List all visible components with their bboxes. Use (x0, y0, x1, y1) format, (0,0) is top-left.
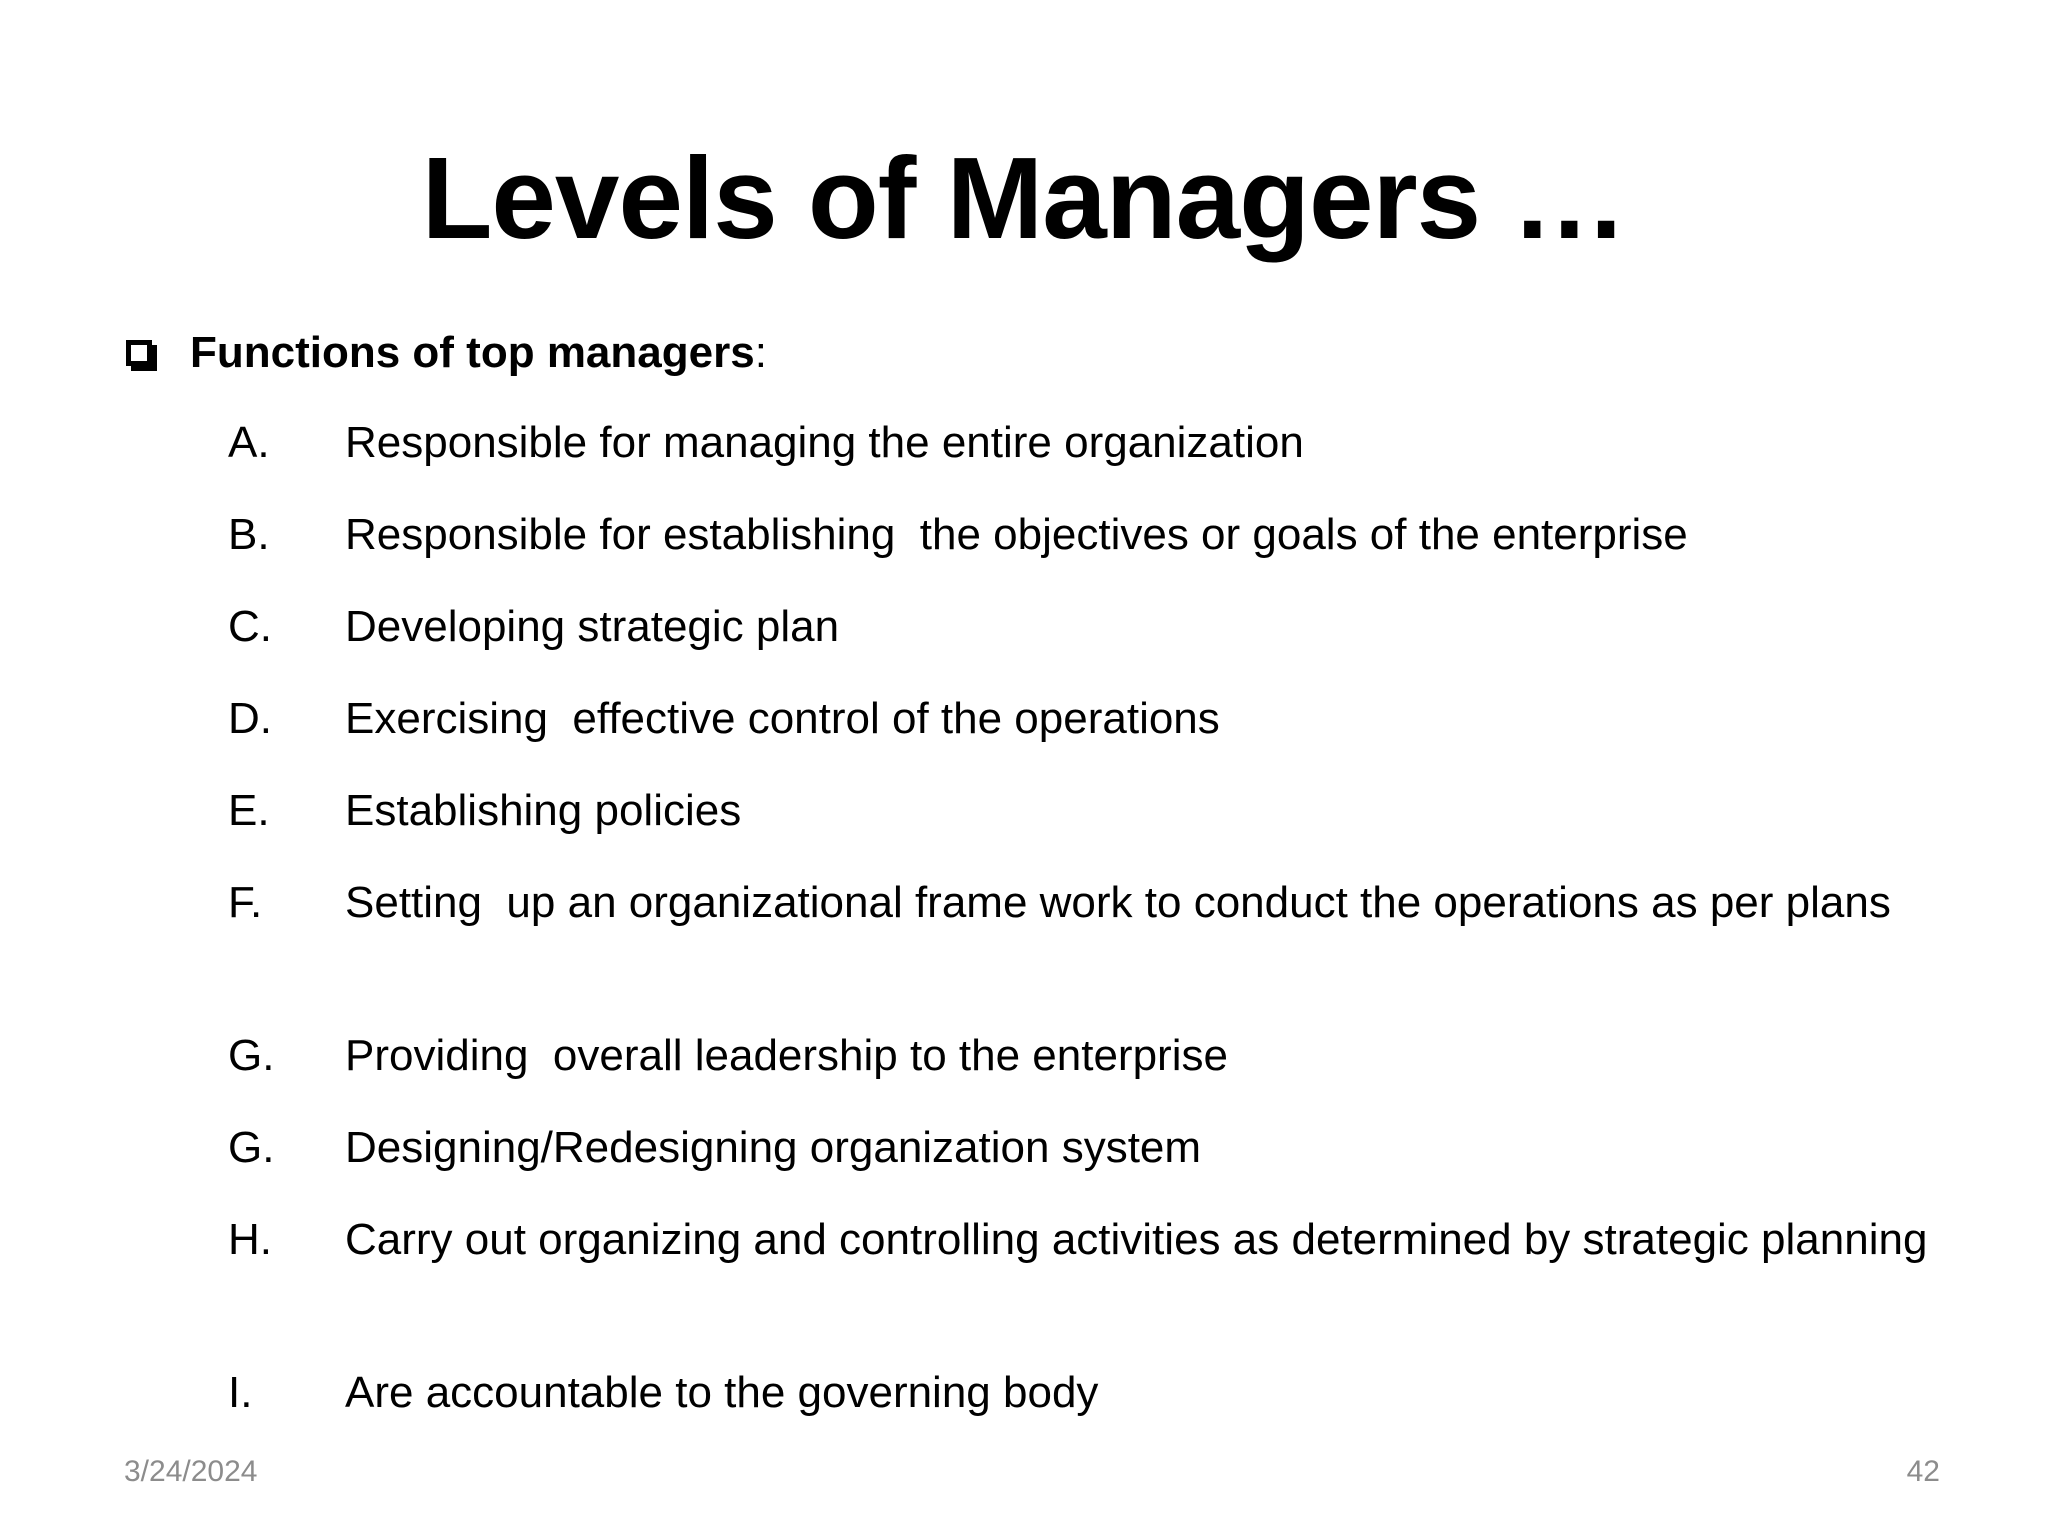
list-item-marker: A. (228, 418, 270, 467)
list-item-marker: C. (228, 602, 272, 651)
list-item-text: Are accountable to the governing body (345, 1368, 1099, 1417)
list-item-marker: G. (228, 1031, 275, 1080)
list-item-marker: G. (228, 1123, 275, 1172)
list-item-marker: H. (228, 1215, 272, 1264)
list-item-text: Establishing policies (345, 786, 742, 835)
list-item-marker: B. (228, 510, 270, 559)
slide-title: Levels of Managers … (421, 133, 1627, 263)
list-item-text: Developing strategic plan (345, 602, 840, 651)
list-item-marker: F. (228, 878, 263, 927)
section-heading-suffix: : (754, 328, 767, 377)
list-item-marker: I. (228, 1368, 253, 1417)
footer-date: 3/24/2024 (124, 1455, 258, 1488)
checkbox-bullet-icon (126, 340, 152, 366)
footer-page-number: 42 (1906, 1455, 1940, 1488)
list-item-text: Exercising effective control of the operations (345, 694, 1220, 743)
section-heading-label: Functions of top managers (190, 328, 755, 377)
list-item-text: Setting up an organizational frame work to conduct the operations as per plans (345, 878, 1891, 927)
list-item-text: Providing overall leadership to the enterprise (345, 1031, 1228, 1080)
section-heading (126, 325, 767, 381)
list-item-text: Designing/Redesigning organization system (345, 1123, 1202, 1172)
list-item-marker: D. (228, 694, 272, 743)
list-item-text: Responsible for managing the entire organization (345, 418, 1304, 467)
list-item-text: Carry out organizing and controlling activities as determined by strategic planning (345, 1215, 1928, 1264)
list-item-text: Responsible for establishing the objectives or goals of the enterprise (345, 510, 1688, 559)
list-item-marker: E. (228, 786, 270, 835)
